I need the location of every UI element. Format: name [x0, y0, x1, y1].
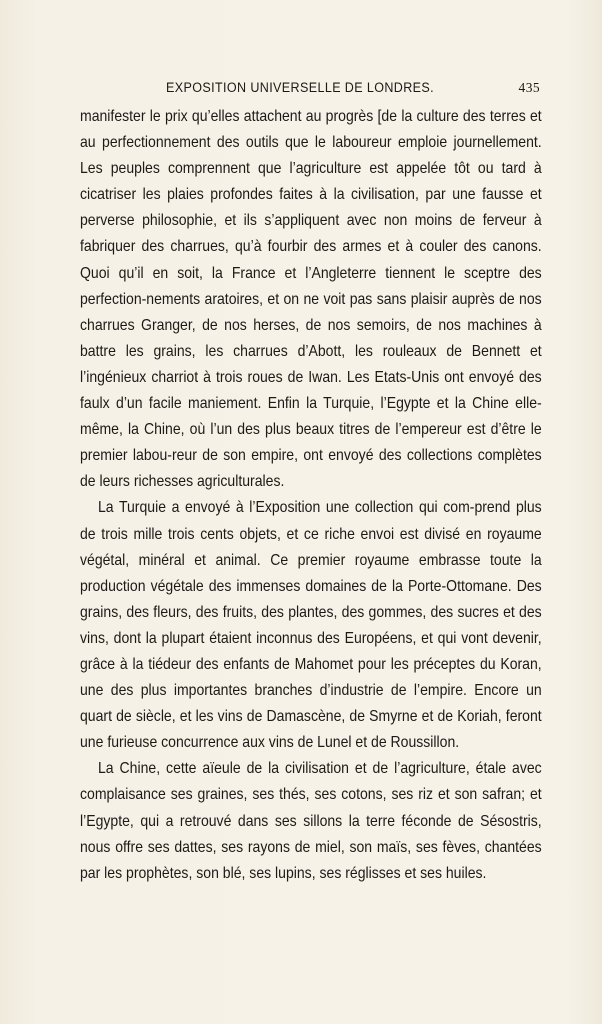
body-text [80, 104, 542, 887]
page-number: 435 [518, 80, 540, 95]
paragraph-1: manifester le prix qu’elles attachent au progrès [de la culture des terres et au perfectionnement des outils que le laboureur emploie journellement. Les peuples comprennent que l’agriculture est appelée tôt ou tard à cicatriser les plaies profondes faites à la civilisation, par une fausse et perverse philosophie, et ils s’appliquent avec non moins de ferveur à fabriquer des charrues, qu’à fourbir des armes et à couler des canons. Quoi qu’il en soit, la France et l’Angleterre tiennent le sceptre des perfection-nements aratoires, et on ne voit pas sans plaisir auprès de nos charrues Granger, de nos herses, de nos semoirs, de nos machines à battre les grains, les charrues d’Abott, les rouleaux de Bennett et l’ingénieux charriot à trois roues de Iwan. Les Etats-Unis ont envoyé des faulx d’un facile maniement. Enfin la Turquie, l’Egypte et la Chine elle-même, la Chine, où l’un des plus beaux titres de l’empereur est d’être le premier labou-reur de son empire, ont envoyé des collections complètes de leurs richesses agriculturales. [80, 108, 542, 491]
paragraph-2: La Turquie a envoyé à l’Exposition une collection qui com-prend plus de trois mille trois cents objets, et ce riche envoi est divisé en royaume végétal, minéral et animal. Ce premier royaume embrasse toute la production végétale des immenses domaines de la Porte-Ottomane. Des grains, des fleurs, des fruits, des plantes, des gommes, des sucres et des vins, dont la plupart étaient inconnus des Européens, et qui vont devenir, grâce à la tiédeur des enfants de Mahomet pour les préceptes du Koran, une des plus importantes branches d’industrie de l’empire. Encore un quart de siècle, et les vins de Damascène, de Smyrne et de Koriah, feront une furieuse concurrence aux vins de Lunel et de Roussillon. [80, 499, 542, 752]
running-header [80, 76, 542, 100]
paragraph-3: La Chine, cette aïeule de la civilisation et de l’agriculture, étale avec complaisance ses graines, ses thés, ses cotons, ses riz et son safran; et l’Egypte, qui a retrouvé dans ses sillons la terre féconde de Sésostris, nous offre ses dattes, ses rayons de miel, son maïs, ses fèves, chantées par les prophètes, son blé, ses lupins, ses réglisses et ses huiles. [80, 760, 542, 882]
running-header-title: EXPOSITION UNIVERSELLE DE LONDRES. [166, 80, 435, 95]
